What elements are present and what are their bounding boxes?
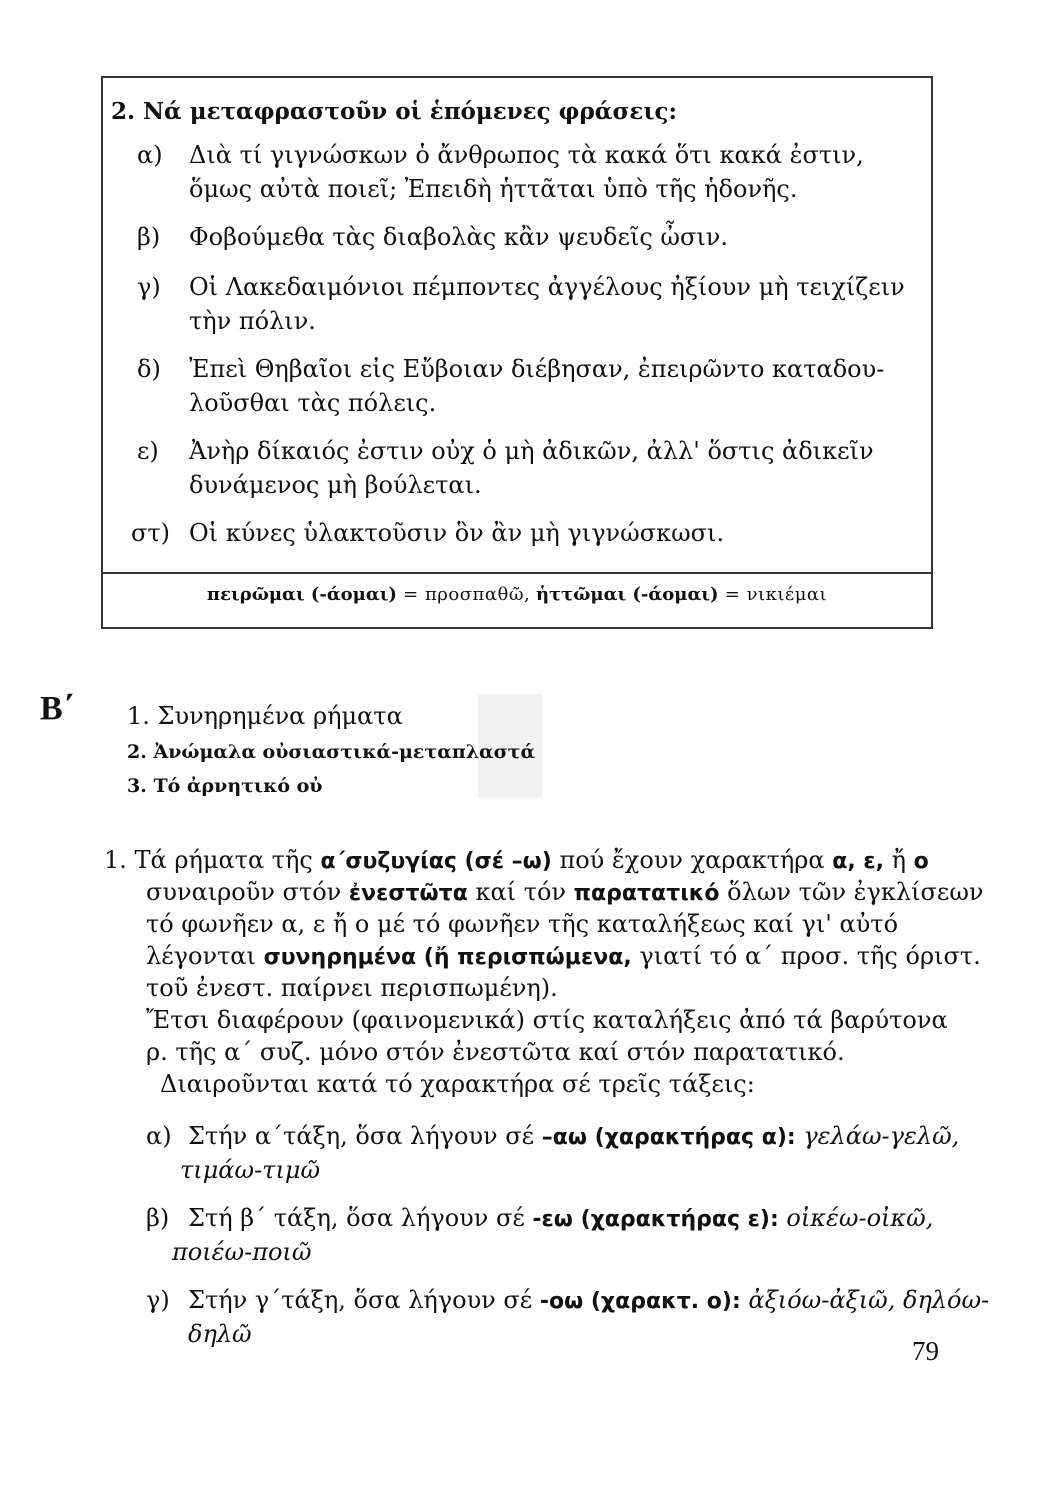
class-b-line-2: ποιέω-ποιῶ [172, 1238, 312, 1266]
class-b-label: β) [146, 1204, 170, 1232]
item-b-line-1: Φοβούμεθα τὰς διαβολὰς κἂν ψευδεῖς ὦσιν. [189, 223, 729, 251]
class-a-line-2: τιμάω-τιμῶ [180, 1156, 321, 1184]
exercise-title: 2. Νά μεταφραστοῦν οἱ ἑπόμενες φράσεις: [111, 98, 678, 125]
footnote-term-2: ἡττῶμαι (-άομαι) [535, 584, 719, 605]
page-number: 79 [912, 1336, 939, 1366]
class-c-label: γ) [146, 1286, 170, 1314]
class-a-line-1: Στήν α΄τάξη, ὅσα λήγουν σέ –αω (χαρακτήρας α): γελάω-γελῶ, [188, 1122, 960, 1150]
section-marker: Β΄ [40, 690, 74, 727]
item-e-line-2: δυνάμενος μὴ βούλεται. [189, 471, 482, 499]
footnote-def-1: προσπαθῶ, [424, 584, 531, 605]
topic-1: 1. Συνηρημένα ρήματα [127, 702, 403, 730]
item-e-line-1: Ἀνὴρ δίκαιός ἐστιν οὐχ ὁ μὴ ἀδικῶν, ἀλλ' ὅστις ἀδικεῖν [189, 437, 874, 465]
body-line-8: Διαιροῦνται κατά τό χαρακτήρα σέ τρεῖς τάξεις: [160, 1070, 755, 1098]
body-line-4: λέγονται συνηρημένα (ἤ περισπώμενα, γιατί τό α΄ προσ. τῆς όριστ. [146, 942, 981, 970]
body-line-6: Ἔτσι διαφέρουν (φαινομενικά) στίς καταλήξεις ἀπό τά βαρύτονα [146, 1006, 948, 1034]
item-c-line-2: τὴν πόλιν. [189, 307, 316, 335]
body-line-1: 1. Τά ρήματα τῆς α΄συζυγίας (σέ –ω) πού ἔχουν χαρακτήρα α, ε, ἤ ο [104, 846, 929, 874]
footnote-def-2: νικιέμαι [746, 584, 828, 605]
class-b-line-1: Στή β΄ τάξη, ὅσα λήγουν σέ -εω (χαρακτήρας ε): οἰκέω-οἰκῶ, [188, 1204, 934, 1232]
body-line-7: ρ. τῆς α΄ συζ. μόνο στόν ἐνεστῶτα καί στόν παρατατικό. [146, 1038, 845, 1066]
item-label-b: β) [137, 223, 161, 251]
exercise-box [101, 76, 933, 629]
item-label-d: δ) [137, 355, 161, 383]
body-line-2: συναιροῦν στόν ἐνεστῶτα καί τόν παρατατικό ὅλων τῶν ἐγκλίσεων [146, 878, 984, 906]
item-a-line-1: Διὰ τί γιγνώσκων ὁ ἄνθρωπος τὰ κακά ὅτι κακά ἐστιν, [189, 141, 864, 169]
class-c-line-2: δηλῶ [188, 1320, 252, 1348]
vocabulary-footnote [103, 584, 931, 605]
item-label-c: γ) [137, 273, 161, 301]
item-c-line-1: Οἱ Λακεδαιμόνιοι πέμποντες ἀγγέλους ἠξίουν μὴ τειχίζειν [189, 273, 905, 301]
class-c-line-1: Στήν γ΄τάξη, ὅσα λήγουν σέ -οω (χαρακτ. ο): ἀξιόω-ἀξιῶ, δηλόω- [188, 1286, 990, 1314]
item-st-line-1: Οἱ κύνες ὑλακτοῦσιν ὃν ἂν μὴ γιγνώσκωσι. [189, 519, 725, 547]
item-label-a: α) [137, 141, 163, 169]
topic-2: 2. Ἀνώμαλα οὐσιαστικά-μεταπλαστά [127, 741, 536, 763]
footnote-eq-1: = [396, 584, 425, 605]
footnote-term-1: πειρῶμαι (-άομαι) [206, 584, 397, 605]
item-a-line-2: ὅμως αὐτὰ ποιεῖ; Ἐπειδὴ ἡττᾶται ὑπὸ τῆς ἡδονῆς. [189, 175, 798, 203]
item-d-line-1: Ἐπεὶ Θηβαῖοι εἰς Εὔβοιαν διέβησαν, ἐπειρῶντο καταδου- [189, 355, 885, 383]
item-label-st: στ) [131, 519, 171, 547]
item-label-e: ε) [137, 437, 159, 465]
body-line-3: τό φωνῆεν α, ε ἤ ο μέ τό φωνῆεν τῆς καταλήξεως καί γι' αὐτό [146, 910, 899, 938]
item-d-line-2: λοῦσθαι τὰς πόλεις. [189, 389, 437, 417]
footnote-eq-2: = [718, 584, 747, 605]
body-line-5: τοῦ ἐνεστ. παίρνει περισπωμένη). [146, 974, 558, 1002]
class-a-label: α) [146, 1122, 172, 1150]
box-divider [103, 572, 931, 574]
topic-3: 3. Τό ἀρνητικό οὐ [127, 775, 323, 797]
